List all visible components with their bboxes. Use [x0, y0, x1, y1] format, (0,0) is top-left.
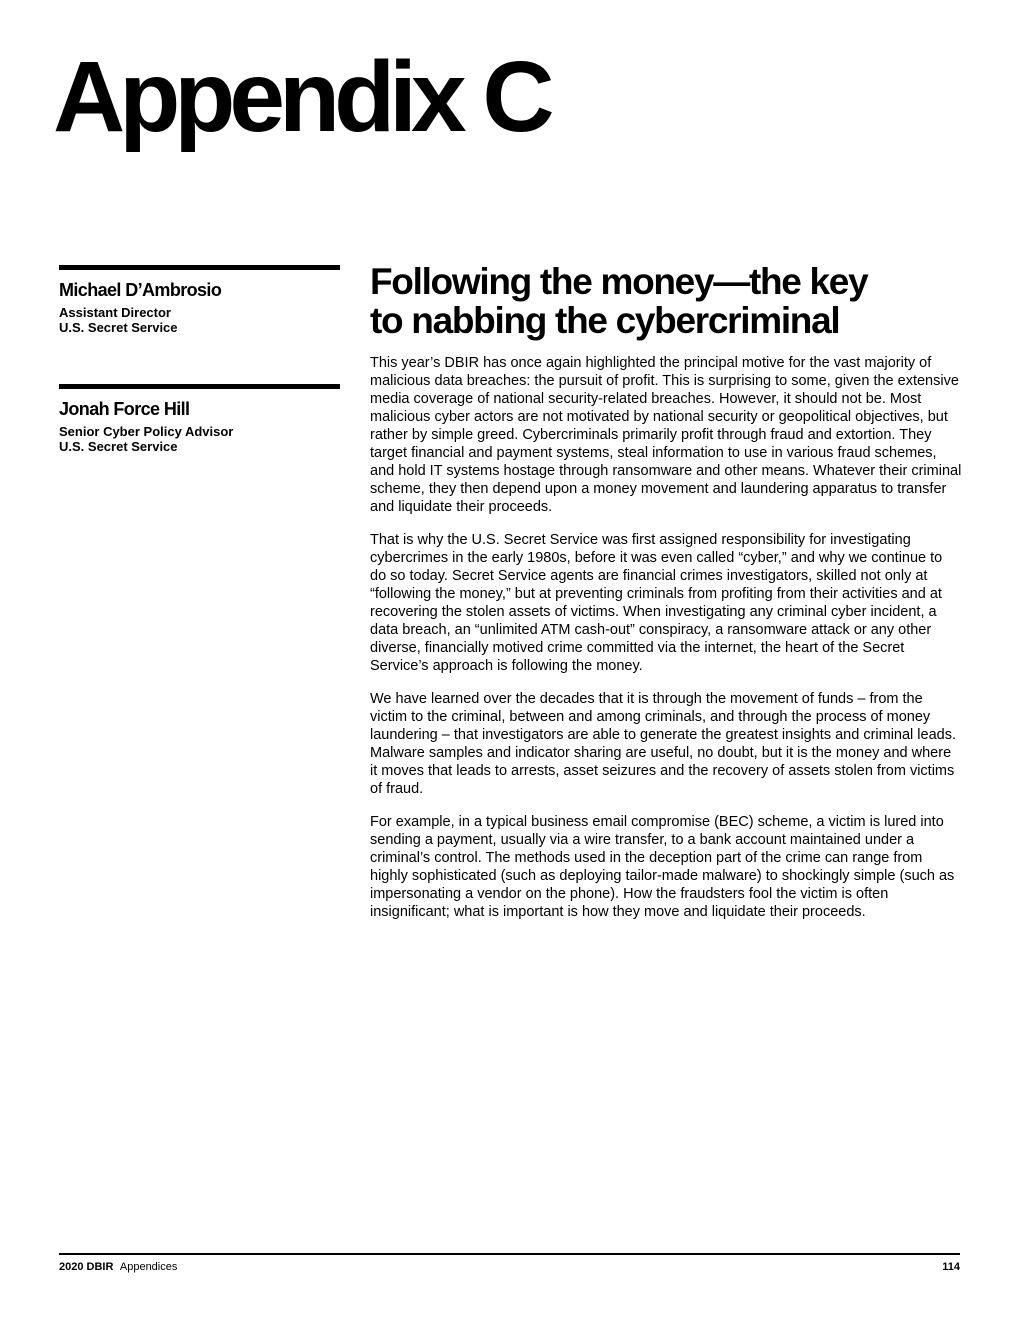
page-footer — [59, 1253, 960, 1274]
author-name: Jonah Force Hill — [59, 399, 190, 419]
article-paragraph: This year’s DBIR has once again highlighted the principal motive for the vast majority of malicious data breaches: the pursuit of profit. This is surprising to some, given the extensive media coverage of national security-related breaches. However, it should not be. Most malicious cyber actors are not motivated by national security or geopolitical objectives, but rather by simple greed. Cybercriminals primarily profit through fraud and extortion. They target financial and payment systems, steal information to use in various fraud schemes, and hold IT systems hostage through ransomware and other means. Whatever their criminal scheme, they then depend upon a money movement and laundering apparatus to transfer and liquidate their proceeds. — [370, 355, 962, 515]
article-title-line: to nabbing the cybercriminal — [370, 300, 840, 341]
author-list — [59, 265, 340, 503]
article-paragraph: That is why the U.S. Secret Service was first assigned responsibility for investigating cybercrimes in the early 1980s, before it was even called “cyber,” and why we continue to do so today. Secret Service agents are financial crimes investigators, skilled not only at “following the money,” but at preventing criminals from profiting from their activities and at recovering the stolen assets of victims. When investigating any criminal cyber incident, a data breach, an “unlimited ATM cash-out” conspiracy, a ransomware attack or any other diverse, financially motived crime committed via the internet, the heart of the Secret Service’s approach is following the money. — [370, 532, 943, 674]
page-number: 114 — [942, 1261, 960, 1273]
article-paragraph: We have learned over the decades that it is through the movement of funds – from the victim to the criminal, between and among criminals, and through the process of money laundering – that investigators are able to generate the greatest insights and criminal leads. Malware samples and indicator sharing are useful, no doubt, but it is the money and where it moves that leads to arrests, asset seizures and the recovery of assets stolen from victims of fraud. — [370, 691, 956, 797]
article-title — [370, 262, 962, 340]
footer-brand: 2020 DBIR — [59, 1261, 114, 1273]
author-title: Assistant Director — [59, 305, 171, 320]
author-organization: U.S. Secret Service — [59, 320, 178, 335]
footer-section: Appendices — [119, 1261, 178, 1273]
author-title: Senior Cyber Policy Advisor — [59, 424, 234, 439]
author-organization: U.S. Secret Service — [59, 439, 178, 454]
article — [370, 262, 962, 936]
author-block — [59, 265, 340, 335]
author-name: Michael D’Ambrosio — [59, 280, 222, 300]
article-title-line: Following the money—the key — [370, 261, 868, 302]
author-block — [59, 384, 340, 454]
page-title: Appendix C — [53, 41, 549, 153]
article-paragraph: For example, in a typical business email compromise (BEC) scheme, a victim is lured into sending a payment, usually via a wire transfer, to a bank account maintained under a criminal’s control. The methods used in the deception part of the crime can range from highly sophisticated (such as deploying tailor-made malware) to shockingly simple (such as impersonating a vendor on the phone). How the fraudsters fool the victim is often insignificant; what is important is how they move and liquidate their proceeds. — [370, 814, 955, 920]
